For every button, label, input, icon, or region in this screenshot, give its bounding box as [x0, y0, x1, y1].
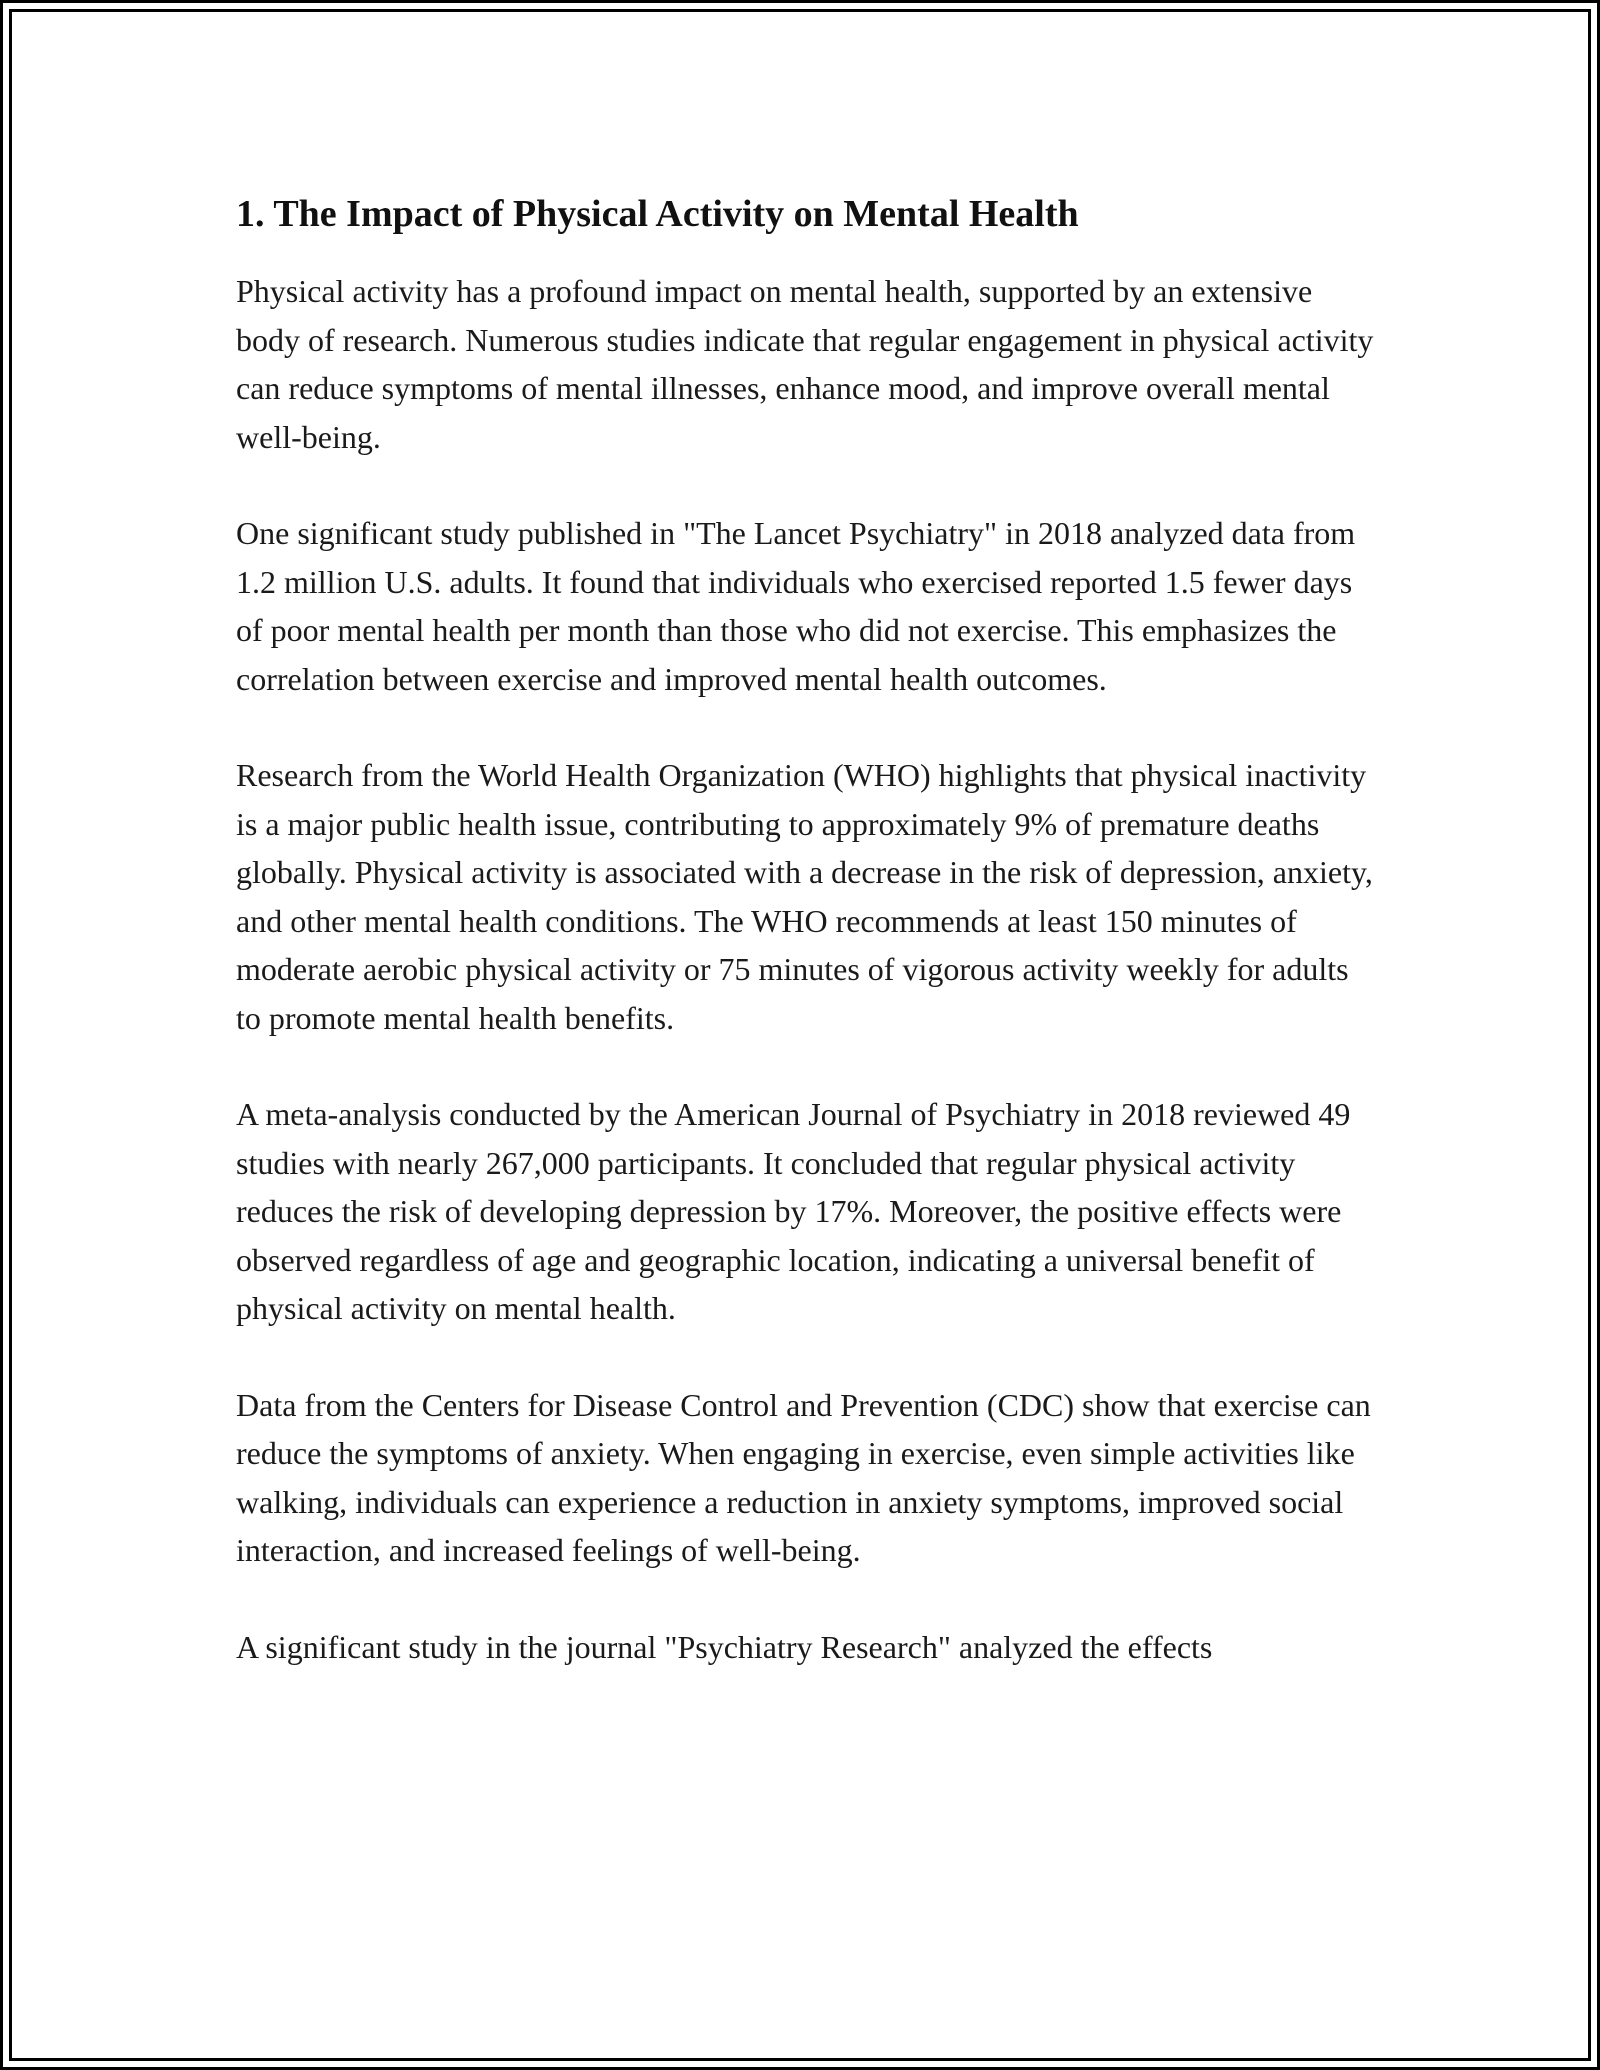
paragraph-psychiatry-research: A significant study in the journal "Psychiatry Research" analyzed the effects [236, 1628, 1213, 1665]
paragraph-lancet-study: One significant study published in "The Lancet Psychiatry" in 2018 analyzed data from 1.2 million U.S. adults. It found that individuals who exercised reported 1.5 fewer days of poor mental health per month than those who did not exercise. This emphasizes the correlation between exercise and improved mental health outcomes. [236, 515, 1356, 697]
paragraph-cdc-data: Data from the Centers for Disease Control and Prevention (CDC) show that exercise can reduce the symptoms of anxiety. When engaging in exercise, even simple activities like walking, individuals can experience a reduction in anxiety symptoms, improved social interaction, and increased feelings of well-being. [236, 1386, 1371, 1568]
section-title: 1. The Impact of Physical Activity on Mental Health [236, 193, 1079, 235]
paragraph-who-research: Research from the World Health Organization (WHO) highlights that physical inactivity is a major public health issue, contributing to approximately 9% of premature deaths globally. Physical activity is associated with a decrease in the risk of depression, anxiety, and other mental health conditions. The WHO recommends at least 150 minutes of moderate aerobic physical activity or 75 minutes of vigorous activity weekly for adults to promote mental health benefits. [236, 757, 1373, 1036]
document-body [236, 188, 1376, 1719]
paragraph-meta-analysis: A meta-analysis conducted by the American Journal of Psychiatry in 2018 reviewed 49 studies with nearly 267,000 participants. It concluded that regular physical activity reduces the risk of developing depression by 17%. Moreover, the positive effects were observed regardless of age and geographic location, indicating a universal benefit of physical activity on mental health. [236, 1096, 1351, 1326]
paragraph-intro: Physical activity has a profound impact on mental health, supported by an extensive body of research. Numerous studies indicate that regular engagement in physical activity can reduce symptoms of mental illnesses, enhance mood, and improve overall mental well-being. [236, 273, 1374, 455]
